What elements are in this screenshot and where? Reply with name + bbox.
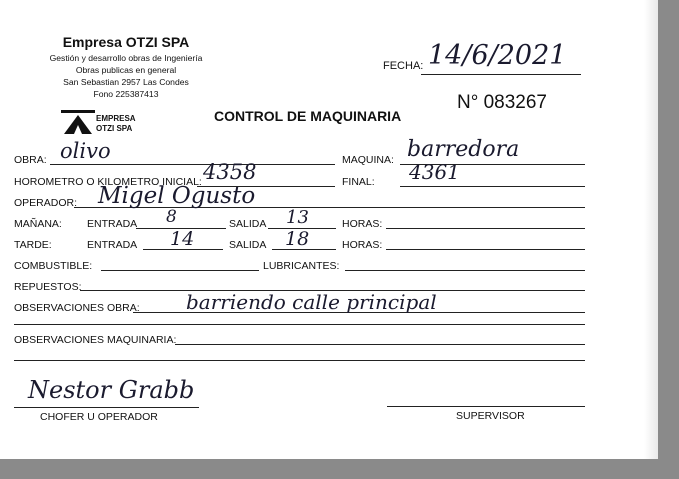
lubricantes-label: LUBRICANTES: (263, 260, 340, 272)
logo-text-2: OTZI SPA (96, 124, 133, 133)
obs-maquinaria-extra-line (14, 360, 585, 361)
company-line-3: San Sebastian 2957 Las Condes (63, 77, 189, 87)
tarde-salida-value: 18 (285, 228, 310, 250)
fecha-label: FECHA: (383, 60, 424, 72)
final-value: 4361 (409, 160, 460, 184)
combustible-label: COMBUSTIBLE: (14, 260, 93, 272)
obs-maquinaria-label: OBSERVACIONES MAQUINARIA: (14, 334, 177, 346)
obra-value: olivo (60, 139, 111, 163)
chofer-signature: Nestor Grabb (28, 376, 195, 404)
combustible-line (101, 270, 259, 271)
final-label: FINAL: (342, 176, 375, 188)
obs-obra-value: barriendo calle principal (186, 290, 437, 314)
company-phone: Fono 225387413 (93, 89, 159, 99)
horometro-label: HOROMETRO O KILOMETRO INICIAL: (14, 176, 202, 188)
tarde-salida-label: SALIDA (229, 239, 267, 251)
final-line (400, 186, 585, 187)
manana-entrada-label: ENTRADA (87, 218, 138, 230)
form-title: CONTROL DE MAQUINARIA (214, 108, 402, 124)
operador-label: OPERADOR: (14, 197, 78, 209)
repuestos-label: REPUESTOS: (14, 281, 82, 293)
fecha-value: 14/6/2021 (428, 40, 567, 71)
chofer-label: CHOFER U OPERADOR (40, 411, 158, 423)
operador-value: Migel Ogusto (98, 183, 256, 209)
tarde-horas-label: HORAS: (342, 239, 383, 251)
tarde-entrada-value: 14 (170, 228, 195, 250)
manana-horas-label: HORAS: (342, 218, 383, 230)
manana-horas-line (386, 228, 585, 229)
maquina-label: MAQUINA: (342, 154, 394, 166)
company-name: Empresa OTZI SPA (62, 34, 190, 50)
obra-line (50, 164, 335, 165)
chofer-signature-line (14, 407, 199, 408)
obs-obra-label: OBSERVACIONES OBRA: (14, 302, 140, 314)
logo-text-1: EMPRESA (96, 114, 136, 123)
tarde-entrada-label: ENTRADA (87, 239, 138, 251)
tarde-horas-line (386, 249, 585, 250)
fecha-line (421, 74, 581, 75)
obs-maquinaria-line (175, 344, 585, 345)
horometro-value: 4358 (203, 160, 257, 184)
lubricantes-line (345, 270, 585, 271)
obs-obra-extra-line (14, 324, 585, 325)
obra-label: OBRA: (14, 154, 47, 166)
form-number: N° 083267 (457, 92, 547, 113)
supervisor-label: SUPERVISOR (456, 410, 525, 422)
maquina-value: barredora (407, 137, 520, 162)
company-line-1: Gestión y desarrollo obras de Ingeniería (49, 53, 203, 63)
supervisor-signature-line (387, 406, 585, 407)
manana-label: MAÑANA: (14, 218, 62, 230)
tarde-label: TARDE: (14, 239, 52, 251)
company-line-2: Obras publicas en general (75, 65, 177, 75)
manana-salida-label: SALIDA (229, 218, 267, 230)
company-logo-icon (61, 110, 95, 134)
manana-salida-value: 13 (286, 207, 309, 228)
manana-entrada-value: 8 (166, 207, 177, 227)
